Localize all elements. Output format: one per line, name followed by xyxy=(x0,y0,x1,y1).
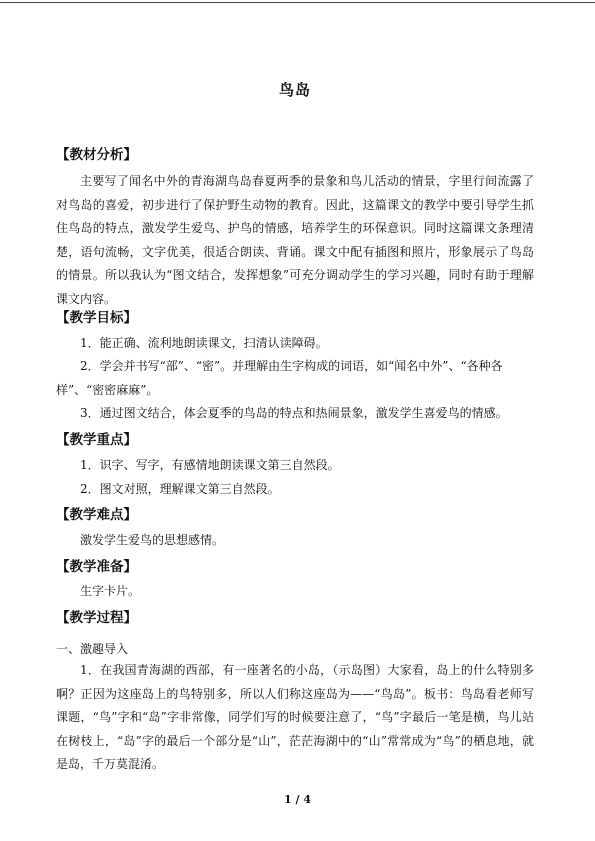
heading-difficulty: 【教学难点】 xyxy=(56,507,137,523)
heading-teaching-goals: 【教学目标】 xyxy=(56,310,137,326)
key-point-item: 1．识字、写字，有感情地朗读课文第三自然段。 xyxy=(80,458,340,472)
heading-textbook-analysis: 【教材分析】 xyxy=(56,147,137,163)
teaching-goal-item: 2．学会并书写“部”、“密”。并理解由生字构成的词语，如“闻名中外”、“各种各样”、“密密麻麻”。 xyxy=(56,359,503,397)
process-step-title: 一、激趣导入 xyxy=(56,642,129,656)
difficulty-body: 激发学生爱鸟的思想感情。 xyxy=(80,533,225,547)
teaching-goal-item: 3．通过图文结合，体会夏季的鸟岛的特点和热闹景象，激发学生喜爱鸟的情感。 xyxy=(80,406,508,420)
key-point-item: 2．图文对照，理解课文第三自然段。 xyxy=(80,482,280,496)
header-rule xyxy=(0,2,595,3)
process-step-body: 1．在我国青海湖的西部，有一座著名的小岛，（示岛图）大家看，岛上的什么特别多啊？正因为这座岛上的鸟特别多，所以人们称这座岛为——“鸟岛”。板书：鸟岛看老师写课题，“鸟”字和“岛”字非常像，同学们写的时候要注意了，“鸟”字最后一笔是横，鸟儿站在树枝上，“岛”字的最后一个部分是“山”，茫茫海湖中的“山”常常成为“鸟”的栖息地，就是岛，千万莫混淆。 xyxy=(56,663,534,771)
preparation-body: 生字卡片。 xyxy=(80,584,141,598)
teaching-goal-item: 1．能正确、流利地朗读课文，扫清认读障碍。 xyxy=(80,336,328,350)
textbook-analysis-body: 主要写了闻名中外的青海湖鸟岛春夏两季的景象和鸟儿活动的情景，字里行间流露了对鸟岛的喜爱，初步进行了保护野生动物的教育。因此，这篇课文的教学中要引导学生抓住鸟岛的特点，激发学生爱鸟、护鸟的情感，培养学生的环保意识。同时这篇课文条理清楚，语句流畅，文字优美，很适合朗读、背诵。课文中配有插图和照片，形象展示了鸟岛的情景。所以我认为“图文结合，发挥想象”可充分调动学生的学习兴趣，同时有助于理解课文内容。 xyxy=(56,174,534,306)
heading-teaching-process: 【教学过程】 xyxy=(56,610,137,626)
heading-preparation: 【教学准备】 xyxy=(56,559,137,575)
document-title: 鸟岛 xyxy=(278,81,311,99)
heading-key-points: 【教学重点】 xyxy=(56,432,137,448)
page-number: 1 / 4 xyxy=(284,793,311,806)
